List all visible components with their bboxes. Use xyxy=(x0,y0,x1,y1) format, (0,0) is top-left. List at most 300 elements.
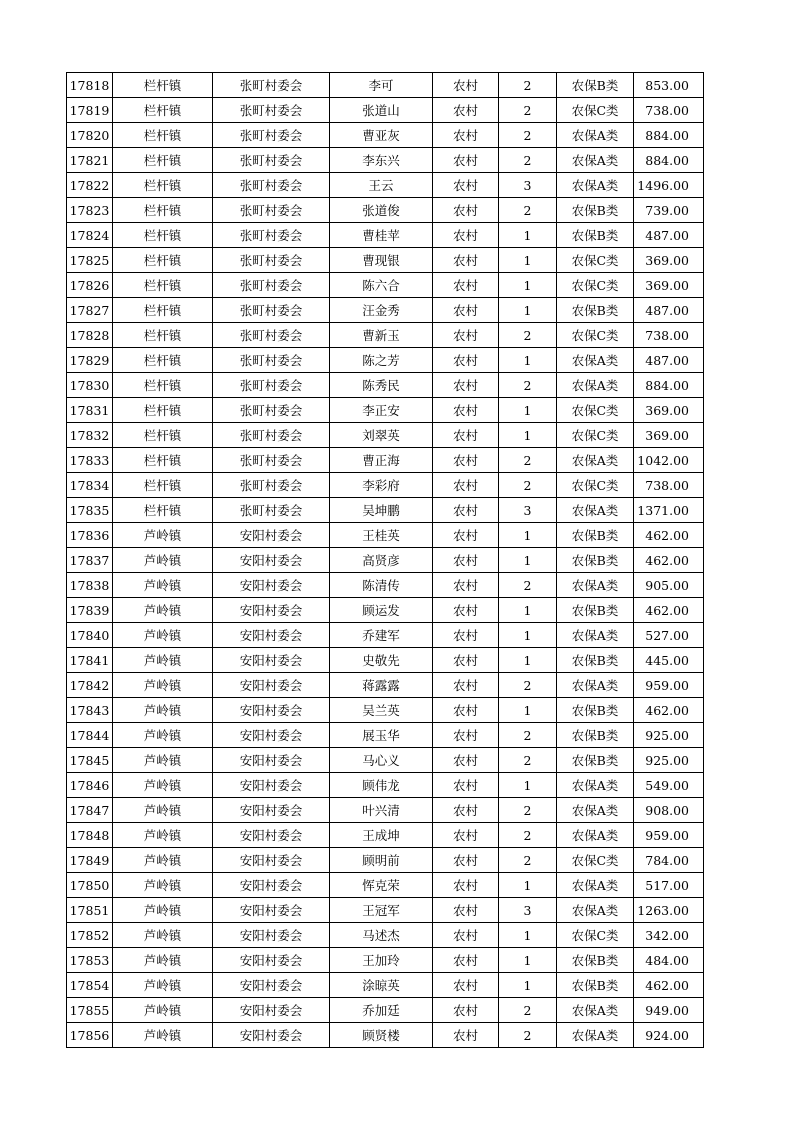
area-type-cell: 农村 xyxy=(433,823,499,848)
category-cell: 农保C类 xyxy=(557,423,634,448)
serial-cell: 17825 xyxy=(67,248,113,273)
name-cell: 蒋露露 xyxy=(330,673,433,698)
serial-cell: 17847 xyxy=(67,798,113,823)
serial-cell: 17822 xyxy=(67,173,113,198)
amount-cell: 549.00 xyxy=(634,773,704,798)
category-cell: 农保B类 xyxy=(557,748,634,773)
name-cell: 展玉华 xyxy=(330,723,433,748)
category-cell: 农保C类 xyxy=(557,473,634,498)
area-type-cell: 农村 xyxy=(433,348,499,373)
village-cell: 安阳村委会 xyxy=(213,798,330,823)
amount-cell: 959.00 xyxy=(634,823,704,848)
category-cell: 农保A类 xyxy=(557,998,634,1023)
amount-cell: 925.00 xyxy=(634,723,704,748)
amount-cell: 738.00 xyxy=(634,98,704,123)
serial-cell: 17829 xyxy=(67,348,113,373)
name-cell: 王成坤 xyxy=(330,823,433,848)
name-cell: 陈六合 xyxy=(330,273,433,298)
village-cell: 张町村委会 xyxy=(213,298,330,323)
household-size-cell: 2 xyxy=(499,723,557,748)
amount-cell: 784.00 xyxy=(634,848,704,873)
amount-cell: 369.00 xyxy=(634,423,704,448)
category-cell: 农保C类 xyxy=(557,398,634,423)
category-cell: 农保A类 xyxy=(557,773,634,798)
area-type-cell: 农村 xyxy=(433,948,499,973)
household-size-cell: 1 xyxy=(499,423,557,448)
category-cell: 农保C类 xyxy=(557,323,634,348)
name-cell: 张道俊 xyxy=(330,198,433,223)
amount-cell: 853.00 xyxy=(634,73,704,98)
town-cell: 栏杆镇 xyxy=(113,448,213,473)
household-size-cell: 1 xyxy=(499,623,557,648)
amount-cell: 462.00 xyxy=(634,973,704,998)
category-cell: 农保B类 xyxy=(557,698,634,723)
table-row xyxy=(67,823,704,848)
village-cell: 安阳村委会 xyxy=(213,523,330,548)
name-cell: 顾明前 xyxy=(330,848,433,873)
amount-cell: 517.00 xyxy=(634,873,704,898)
name-cell: 涂晾英 xyxy=(330,973,433,998)
household-size-cell: 2 xyxy=(499,823,557,848)
name-cell: 顾运发 xyxy=(330,598,433,623)
area-type-cell: 农村 xyxy=(433,148,499,173)
serial-cell: 17845 xyxy=(67,748,113,773)
category-cell: 农保B类 xyxy=(557,648,634,673)
name-cell: 顾伟龙 xyxy=(330,773,433,798)
household-size-cell: 1 xyxy=(499,523,557,548)
town-cell: 芦岭镇 xyxy=(113,823,213,848)
serial-cell: 17833 xyxy=(67,448,113,473)
amount-cell: 925.00 xyxy=(634,748,704,773)
area-type-cell: 农村 xyxy=(433,123,499,148)
area-type-cell: 农村 xyxy=(433,248,499,273)
household-size-cell: 1 xyxy=(499,273,557,298)
category-cell: 农保C类 xyxy=(557,273,634,298)
area-type-cell: 农村 xyxy=(433,623,499,648)
category-cell: 农保A类 xyxy=(557,148,634,173)
household-size-cell: 2 xyxy=(499,1023,557,1048)
town-cell: 芦岭镇 xyxy=(113,698,213,723)
serial-cell: 17837 xyxy=(67,548,113,573)
village-cell: 安阳村委会 xyxy=(213,973,330,998)
name-cell: 李东兴 xyxy=(330,148,433,173)
amount-cell: 738.00 xyxy=(634,473,704,498)
area-type-cell: 农村 xyxy=(433,573,499,598)
serial-cell: 17849 xyxy=(67,848,113,873)
category-cell: 农保C类 xyxy=(557,923,634,948)
serial-cell: 17846 xyxy=(67,773,113,798)
name-cell: 陈清传 xyxy=(330,573,433,598)
village-cell: 安阳村委会 xyxy=(213,923,330,948)
serial-cell: 17820 xyxy=(67,123,113,148)
town-cell: 芦岭镇 xyxy=(113,998,213,1023)
serial-cell: 17856 xyxy=(67,1023,113,1048)
household-size-cell: 2 xyxy=(499,373,557,398)
category-cell: 农保A类 xyxy=(557,623,634,648)
town-cell: 芦岭镇 xyxy=(113,1023,213,1048)
town-cell: 栏杆镇 xyxy=(113,348,213,373)
name-cell: 刘翠英 xyxy=(330,423,433,448)
amount-cell: 484.00 xyxy=(634,948,704,973)
household-size-cell: 2 xyxy=(499,798,557,823)
name-cell: 恽克荣 xyxy=(330,873,433,898)
town-cell: 栏杆镇 xyxy=(113,123,213,148)
household-size-cell: 2 xyxy=(499,748,557,773)
category-cell: 农保A类 xyxy=(557,673,634,698)
amount-cell: 1042.00 xyxy=(634,448,704,473)
table-row xyxy=(67,973,704,998)
village-cell: 安阳村委会 xyxy=(213,648,330,673)
amount-cell: 884.00 xyxy=(634,123,704,148)
area-type-cell: 农村 xyxy=(433,373,499,398)
village-cell: 张町村委会 xyxy=(213,198,330,223)
name-cell: 叶兴清 xyxy=(330,798,433,823)
amount-cell: 369.00 xyxy=(634,248,704,273)
name-cell: 曹桂苹 xyxy=(330,223,433,248)
serial-cell: 17824 xyxy=(67,223,113,248)
area-type-cell: 农村 xyxy=(433,523,499,548)
area-type-cell: 农村 xyxy=(433,298,499,323)
village-cell: 张町村委会 xyxy=(213,223,330,248)
town-cell: 芦岭镇 xyxy=(113,973,213,998)
serial-cell: 17853 xyxy=(67,948,113,973)
area-type-cell: 农村 xyxy=(433,473,499,498)
category-cell: 农保A类 xyxy=(557,1023,634,1048)
village-cell: 安阳村委会 xyxy=(213,773,330,798)
serial-cell: 17839 xyxy=(67,598,113,623)
area-type-cell: 农村 xyxy=(433,423,499,448)
amount-cell: 462.00 xyxy=(634,698,704,723)
table-row xyxy=(67,298,704,323)
area-type-cell: 农村 xyxy=(433,273,499,298)
table-row xyxy=(67,448,704,473)
name-cell: 顾贤楼 xyxy=(330,1023,433,1048)
village-cell: 张町村委会 xyxy=(213,98,330,123)
category-cell: 农保B类 xyxy=(557,723,634,748)
name-cell: 高贤彦 xyxy=(330,548,433,573)
name-cell: 史敬先 xyxy=(330,648,433,673)
serial-cell: 17834 xyxy=(67,473,113,498)
category-cell: 农保A类 xyxy=(557,123,634,148)
area-type-cell: 农村 xyxy=(433,598,499,623)
table-row xyxy=(67,873,704,898)
serial-cell: 17830 xyxy=(67,373,113,398)
table-row xyxy=(67,398,704,423)
category-cell: 农保C类 xyxy=(557,248,634,273)
area-type-cell: 农村 xyxy=(433,98,499,123)
household-size-cell: 2 xyxy=(499,198,557,223)
table-row xyxy=(67,273,704,298)
amount-cell: 884.00 xyxy=(634,148,704,173)
amount-cell: 369.00 xyxy=(634,398,704,423)
category-cell: 农保A类 xyxy=(557,173,634,198)
name-cell: 汪金秀 xyxy=(330,298,433,323)
area-type-cell: 农村 xyxy=(433,773,499,798)
town-cell: 芦岭镇 xyxy=(113,948,213,973)
category-cell: 农保B类 xyxy=(557,523,634,548)
village-cell: 张町村委会 xyxy=(213,248,330,273)
town-cell: 栏杆镇 xyxy=(113,98,213,123)
table-row xyxy=(67,798,704,823)
category-cell: 农保B类 xyxy=(557,598,634,623)
name-cell: 曹新玉 xyxy=(330,323,433,348)
category-cell: 农保A类 xyxy=(557,823,634,848)
village-cell: 张町村委会 xyxy=(213,423,330,448)
serial-cell: 17831 xyxy=(67,398,113,423)
village-cell: 张町村委会 xyxy=(213,148,330,173)
village-cell: 安阳村委会 xyxy=(213,748,330,773)
area-type-cell: 农村 xyxy=(433,198,499,223)
amount-cell: 739.00 xyxy=(634,198,704,223)
name-cell: 王加玲 xyxy=(330,948,433,973)
category-cell: 农保B类 xyxy=(557,223,634,248)
town-cell: 芦岭镇 xyxy=(113,723,213,748)
village-cell: 张町村委会 xyxy=(213,73,330,98)
household-size-cell: 2 xyxy=(499,323,557,348)
name-cell: 乔建军 xyxy=(330,623,433,648)
category-cell: 农保A类 xyxy=(557,348,634,373)
serial-cell: 17852 xyxy=(67,923,113,948)
household-size-cell: 1 xyxy=(499,773,557,798)
table-row xyxy=(67,948,704,973)
household-size-cell: 2 xyxy=(499,998,557,1023)
village-cell: 安阳村委会 xyxy=(213,548,330,573)
serial-cell: 17828 xyxy=(67,323,113,348)
table-row xyxy=(67,248,704,273)
village-cell: 安阳村委会 xyxy=(213,848,330,873)
town-cell: 芦岭镇 xyxy=(113,848,213,873)
category-cell: 农保A类 xyxy=(557,898,634,923)
area-type-cell: 农村 xyxy=(433,923,499,948)
village-cell: 张町村委会 xyxy=(213,498,330,523)
serial-cell: 17842 xyxy=(67,673,113,698)
name-cell: 王桂英 xyxy=(330,523,433,548)
table-row xyxy=(67,848,704,873)
area-type-cell: 农村 xyxy=(433,548,499,573)
table-row xyxy=(67,748,704,773)
household-size-cell: 1 xyxy=(499,923,557,948)
category-cell: 农保A类 xyxy=(557,573,634,598)
amount-cell: 342.00 xyxy=(634,923,704,948)
name-cell: 李彩府 xyxy=(330,473,433,498)
household-size-cell: 2 xyxy=(499,98,557,123)
household-size-cell: 1 xyxy=(499,648,557,673)
household-size-cell: 1 xyxy=(499,973,557,998)
village-cell: 张町村委会 xyxy=(213,398,330,423)
household-size-cell: 1 xyxy=(499,548,557,573)
table-row xyxy=(67,223,704,248)
serial-cell: 17836 xyxy=(67,523,113,548)
serial-cell: 17819 xyxy=(67,98,113,123)
category-cell: 农保B类 xyxy=(557,73,634,98)
table-row xyxy=(67,898,704,923)
amount-cell: 949.00 xyxy=(634,998,704,1023)
village-cell: 安阳村委会 xyxy=(213,598,330,623)
amount-cell: 905.00 xyxy=(634,573,704,598)
area-type-cell: 农村 xyxy=(433,873,499,898)
village-cell: 安阳村委会 xyxy=(213,698,330,723)
category-cell: 农保A类 xyxy=(557,373,634,398)
town-cell: 栏杆镇 xyxy=(113,323,213,348)
category-cell: 农保A类 xyxy=(557,448,634,473)
table-row xyxy=(67,173,704,198)
amount-cell: 369.00 xyxy=(634,273,704,298)
category-cell: 农保A类 xyxy=(557,798,634,823)
area-type-cell: 农村 xyxy=(433,398,499,423)
serial-cell: 17843 xyxy=(67,698,113,723)
name-cell: 吴兰英 xyxy=(330,698,433,723)
amount-cell: 445.00 xyxy=(634,648,704,673)
town-cell: 芦岭镇 xyxy=(113,623,213,648)
area-type-cell: 农村 xyxy=(433,698,499,723)
category-cell: 农保B类 xyxy=(557,298,634,323)
area-type-cell: 农村 xyxy=(433,498,499,523)
serial-cell: 17826 xyxy=(67,273,113,298)
amount-cell: 462.00 xyxy=(634,598,704,623)
village-cell: 安阳村委会 xyxy=(213,823,330,848)
name-cell: 李正安 xyxy=(330,398,433,423)
town-cell: 芦岭镇 xyxy=(113,673,213,698)
name-cell: 曹正海 xyxy=(330,448,433,473)
town-cell: 栏杆镇 xyxy=(113,423,213,448)
household-size-cell: 3 xyxy=(499,173,557,198)
serial-cell: 17841 xyxy=(67,648,113,673)
town-cell: 栏杆镇 xyxy=(113,298,213,323)
amount-cell: 462.00 xyxy=(634,523,704,548)
serial-cell: 17835 xyxy=(67,498,113,523)
household-size-cell: 1 xyxy=(499,873,557,898)
table-row xyxy=(67,723,704,748)
name-cell: 陈之芳 xyxy=(330,348,433,373)
serial-cell: 17818 xyxy=(67,73,113,98)
table-row xyxy=(67,98,704,123)
household-size-cell: 1 xyxy=(499,398,557,423)
table-row xyxy=(67,998,704,1023)
town-cell: 芦岭镇 xyxy=(113,898,213,923)
town-cell: 栏杆镇 xyxy=(113,248,213,273)
amount-cell: 1371.00 xyxy=(634,498,704,523)
name-cell: 李可 xyxy=(330,73,433,98)
area-type-cell: 农村 xyxy=(433,323,499,348)
household-size-cell: 2 xyxy=(499,473,557,498)
household-size-cell: 1 xyxy=(499,223,557,248)
area-type-cell: 农村 xyxy=(433,973,499,998)
town-cell: 栏杆镇 xyxy=(113,148,213,173)
table-row xyxy=(67,123,704,148)
amount-cell: 487.00 xyxy=(634,223,704,248)
village-cell: 安阳村委会 xyxy=(213,623,330,648)
household-size-cell: 2 xyxy=(499,448,557,473)
village-cell: 安阳村委会 xyxy=(213,573,330,598)
amount-cell: 884.00 xyxy=(634,373,704,398)
area-type-cell: 农村 xyxy=(433,898,499,923)
serial-cell: 17850 xyxy=(67,873,113,898)
area-type-cell: 农村 xyxy=(433,173,499,198)
amount-cell: 738.00 xyxy=(634,323,704,348)
town-cell: 栏杆镇 xyxy=(113,223,213,248)
village-cell: 安阳村委会 xyxy=(213,873,330,898)
name-cell: 王云 xyxy=(330,173,433,198)
town-cell: 芦岭镇 xyxy=(113,748,213,773)
category-cell: 农保A类 xyxy=(557,498,634,523)
area-type-cell: 农村 xyxy=(433,673,499,698)
village-cell: 安阳村委会 xyxy=(213,723,330,748)
household-size-cell: 1 xyxy=(499,348,557,373)
town-cell: 栏杆镇 xyxy=(113,198,213,223)
amount-cell: 959.00 xyxy=(634,673,704,698)
village-cell: 张町村委会 xyxy=(213,123,330,148)
serial-cell: 17840 xyxy=(67,623,113,648)
household-size-cell: 3 xyxy=(499,898,557,923)
table-row xyxy=(67,548,704,573)
village-cell: 安阳村委会 xyxy=(213,1023,330,1048)
household-size-cell: 2 xyxy=(499,148,557,173)
serial-cell: 17854 xyxy=(67,973,113,998)
town-cell: 芦岭镇 xyxy=(113,648,213,673)
town-cell: 芦岭镇 xyxy=(113,873,213,898)
area-type-cell: 农村 xyxy=(433,73,499,98)
name-cell: 曹亚灰 xyxy=(330,123,433,148)
serial-cell: 17855 xyxy=(67,998,113,1023)
village-cell: 安阳村委会 xyxy=(213,898,330,923)
table-row xyxy=(67,423,704,448)
household-size-cell: 1 xyxy=(499,948,557,973)
area-type-cell: 农村 xyxy=(433,798,499,823)
table-row xyxy=(67,1023,704,1048)
category-cell: 农保A类 xyxy=(557,873,634,898)
table-row xyxy=(67,573,704,598)
household-table xyxy=(66,72,704,1048)
table-row xyxy=(67,473,704,498)
area-type-cell: 农村 xyxy=(433,723,499,748)
category-cell: 农保C类 xyxy=(557,98,634,123)
name-cell: 乔加廷 xyxy=(330,998,433,1023)
table-row xyxy=(67,523,704,548)
table-row xyxy=(67,373,704,398)
serial-cell: 17844 xyxy=(67,723,113,748)
town-cell: 栏杆镇 xyxy=(113,498,213,523)
area-type-cell: 农村 xyxy=(433,648,499,673)
town-cell: 芦岭镇 xyxy=(113,923,213,948)
area-type-cell: 农村 xyxy=(433,748,499,773)
household-size-cell: 1 xyxy=(499,298,557,323)
name-cell: 曹现银 xyxy=(330,248,433,273)
amount-cell: 487.00 xyxy=(634,348,704,373)
town-cell: 芦岭镇 xyxy=(113,773,213,798)
category-cell: 农保B类 xyxy=(557,948,634,973)
table-row xyxy=(67,73,704,98)
name-cell: 陈秀民 xyxy=(330,373,433,398)
table-row xyxy=(67,623,704,648)
amount-cell: 527.00 xyxy=(634,623,704,648)
area-type-cell: 农村 xyxy=(433,998,499,1023)
table-row xyxy=(67,773,704,798)
town-cell: 芦岭镇 xyxy=(113,598,213,623)
town-cell: 芦岭镇 xyxy=(113,523,213,548)
town-cell: 栏杆镇 xyxy=(113,73,213,98)
town-cell: 栏杆镇 xyxy=(113,373,213,398)
amount-cell: 924.00 xyxy=(634,1023,704,1048)
household-size-cell: 1 xyxy=(499,248,557,273)
serial-cell: 17827 xyxy=(67,298,113,323)
village-cell: 张町村委会 xyxy=(213,173,330,198)
village-cell: 安阳村委会 xyxy=(213,998,330,1023)
table-row xyxy=(67,323,704,348)
category-cell: 农保B类 xyxy=(557,198,634,223)
table-row xyxy=(67,498,704,523)
village-cell: 张町村委会 xyxy=(213,373,330,398)
serial-cell: 17851 xyxy=(67,898,113,923)
